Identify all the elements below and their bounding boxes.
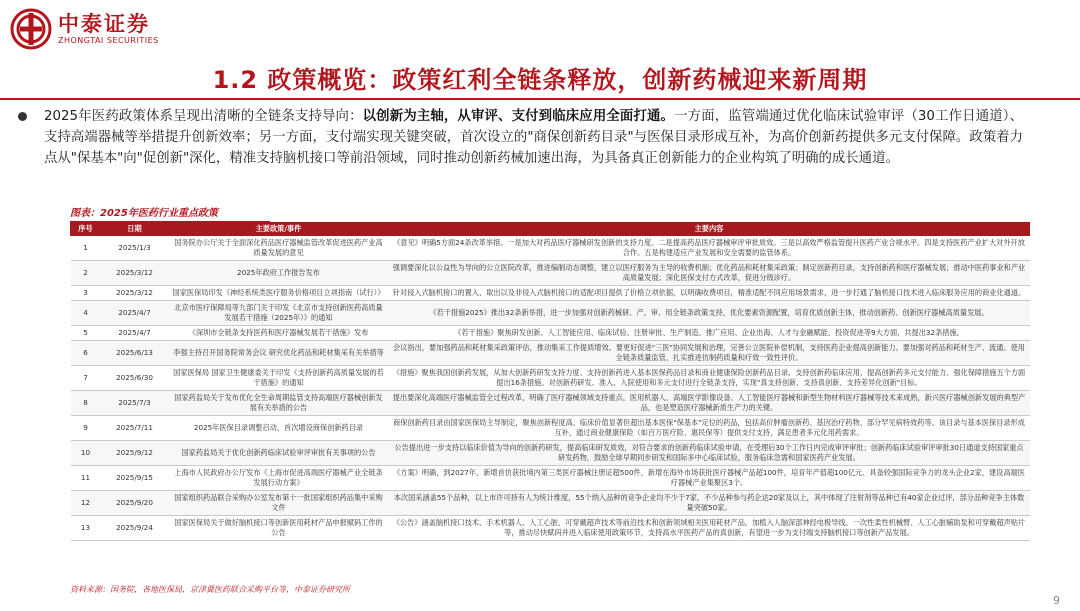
table-body	[71, 236, 1030, 541]
cell-no: 9	[71, 416, 101, 441]
cell-no: 5	[71, 326, 101, 341]
cell-no: 1	[71, 236, 101, 261]
cell-content: 公告提出进一步支持以临床价值为导向的创新药研发，提高临床研发质效，对符合要求的创新药临床试验申请，在受理后30个工作日内完成审评审批；创新药临床试验审评审批30日通道支持国家重点研发药物，鼓励全球早期同步研发和国际多中心临床试验，服务临床急需和国家医药产业发展。	[389, 441, 1030, 466]
cell-event: 2025年政府工作报告发布	[169, 261, 389, 286]
table-row	[71, 416, 1030, 441]
cell-no: 13	[71, 516, 101, 541]
summary-highlight: 以创新为主轴，从审评、支付到临床应用全面打通。	[362, 109, 675, 124]
cell-event: 国家医保局关于做好脑机接口等创新医用耗材产品申报赋码工作的公告	[169, 516, 389, 541]
figure-title: 图表：2025年医药行业重点政策	[70, 204, 270, 222]
cell-event: 国家药监局关于发布优化全生命周期监管支持高端医疗器械创新发展有关举措的公告	[169, 391, 389, 416]
cell-no: 7	[71, 366, 101, 391]
page-title: 1.2 政策概览：政策红利全链条释放，创新药械迎来新周期	[212, 66, 868, 94]
cell-event: 国家组织药品联合采购办公室发布第十一批国家组织药品集中采购文件	[169, 491, 389, 516]
cell-date: 2025/9/24	[101, 516, 169, 541]
table-row	[71, 341, 1030, 366]
bullet-icon	[18, 112, 27, 121]
table-row	[71, 466, 1030, 491]
header-event: 主要政策/事件	[169, 223, 389, 236]
table-row	[71, 391, 1030, 416]
cell-no: 8	[71, 391, 101, 416]
cell-content: 本次国采涵盖55个品种，以上市许可持有人为统计维度，55个纳入品种的竞争企业均不少于7家，不少品种参与药企达20家及以上，其中体现了注射剂等品种已有40家企业过评，部分品种竞争主体数量突破50家。	[389, 491, 1030, 516]
cell-date: 2025/4/7	[101, 301, 169, 326]
cell-content: 《若干措施2025》推出32条新举措，进一步加强对创新药械研、产、审、用全链条政策支持，优化要素资源配置，培育优质创新主体，推动创新药、创新医疗器械高质量发展。	[389, 301, 1030, 326]
table-row	[71, 326, 1030, 341]
cell-date: 2025/6/13	[101, 341, 169, 366]
cell-date: 2025/4/7	[101, 326, 169, 341]
cell-date: 2025/3/12	[101, 261, 169, 286]
summary-body: 一方面，监管端通过优化临床试验审评（30工作日通道）、支持高端器械等举措提升创新效率；另一方面，支付端实现关键突破，首次设立的"商保创新药目录"与医保目录形成互补，为高价创新药提供多元支付保障。政策着力点从"保基本"向"促创新"深化，精准支持脑机接口等前沿领域，同时推动创新药械加速出海，为具备真正创新能力的企业构筑了明确的成长通道。	[44, 109, 1024, 166]
cell-no: 11	[71, 466, 101, 491]
company-logo	[10, 8, 159, 50]
cell-event: 《深圳市全链条支持医药和医疗器械发展若干措施》发布	[169, 326, 389, 341]
cell-event: 北京市医疗保障局等九部门关于印发《北京市支持创新医药高质量发展若干措施（2025年）》的通知	[169, 301, 389, 326]
header-content: 主要内容	[389, 223, 1030, 236]
cell-no: 10	[71, 441, 101, 466]
cell-content: 《措施》聚焦我国创新药发展，从加大创新药研发支持力度、支持创新药进入基本医保药品目录和商业健康保险创新药品目录、支持创新药临床应用、提高创新药多元支付能力、强化保障措施五个方面提出16条措施。对创新药研发、准入、入院使用和多元支付进行全链条支持，实现"真支持创新、支持真创新、支持差异化创新"目标。	[389, 366, 1030, 391]
page-number: 9	[1053, 594, 1060, 607]
table-header-row	[71, 223, 1030, 236]
logo-name-en: ZHONGTAI SECURITIES	[58, 36, 159, 45]
cell-content: 强调要深化以公益性为导向的公立医院改革，推进编制动态调整，建立以医疗服务为主导的收费机制；优化药品和耗材集采政策；制定创新药目录，支持创新药和医疗器械发展；推动中医药事业和产业高质量发展；深化医保支付方式改革，促进分级诊疗。	[389, 261, 1030, 286]
cell-date: 2025/3/12	[101, 286, 169, 301]
table-row	[71, 491, 1030, 516]
cell-no: 12	[71, 491, 101, 516]
cell-event: 2025年医保目录调整启动，首次增设商保创新药目录	[169, 416, 389, 441]
cell-date: 2025/9/20	[101, 491, 169, 516]
cell-content: 针对侵入式脑机接口的置入、取出以及非侵入式脑机接口的适配项目提供了价格立项依据，以明确收费项目，精准适配不同应用场景需求，进一步打通了脑机接口技术进入临床服务应用的商业化通道。	[389, 286, 1030, 301]
cell-no: 6	[71, 341, 101, 366]
cell-date: 2025/9/12	[101, 441, 169, 466]
cell-no: 4	[71, 301, 101, 326]
header-date: 日期	[101, 223, 169, 236]
cell-content: 商保创新药目录由国家医保局主导制定，聚焦创新程度高、临床价值显著但超出基本医保"保基本"定位的药品，包括高价肿瘤创新药、基因治疗药物、部分罕见病特效药等。该目录与基本医保目录形成互补，通过商业健康保险（如百万医疗险、惠民保等）提供支付支持，满足患者多元化用药需求。	[389, 416, 1030, 441]
source-note: 资料来源：国务院，各地医保局，京津冀医药联合采购平台等，中泰证券研究所	[70, 585, 350, 594]
summary-bullet	[18, 106, 1023, 169]
cell-event: 国家医保局 国家卫生健康委关于印发《支持创新药高质量发展的若干措施》的通知	[169, 366, 389, 391]
cell-content: 《意见》明确5方面24条改革举措。一是加大对药品医疗器械研发创新的支持力度。二是提高药品医疗器械审评审批质效。三是以高效严格监管提升医药产业合规水平。四是支持医药产业扩大对外开放合作。五是构建适应产业发展和安全需要的监管体系。	[389, 236, 1030, 261]
table-row	[71, 261, 1030, 286]
summary-lead: 2025年医药政策体系呈现出清晰的全链条支持导向：	[44, 109, 363, 124]
cell-content: 会议指出，要加强药品和耗材集采政策评估，推动集采工作提质增效。要更好促进"三医"协同发展和治理，完善公立医院补偿机制，支持医药企业提高创新能力。要加强对药品和耗材生产、流通、使用全链条质量监管，扎实推进仿制药质量和疗效一致性评价。	[389, 341, 1030, 366]
cell-no: 3	[71, 286, 101, 301]
cell-event: 国务院办公厅关于全面深化药品医疗器械监管改革促进医药产业高质量发展的意见	[169, 236, 389, 261]
cell-content: 《公告》涵盖脑机接口技术、手术机器人、人工心脏、可穿戴超声技术等前沿技术和创新领域相关医用耗材产品，加植入人脑深部神经电极导线、一次性柔性机械臂、人工心脏辅助泵和可穿戴超声贴片等，推动尽快赋码并进入临床使用政策环节，支持高水平医药产品的真创新，有望进一步为支付端支持脑机接口等创新产品发展。	[389, 516, 1030, 541]
cell-date: 2025/7/11	[101, 416, 169, 441]
table-row	[71, 441, 1030, 466]
table-row	[71, 236, 1030, 261]
table-row	[71, 301, 1030, 326]
cell-date: 2025/6/30	[101, 366, 169, 391]
cell-date: 2025/1/3	[101, 236, 169, 261]
cell-event: 李强主持召开国务院常务会议 研究优化药品和耗材集采有关举措等	[169, 341, 389, 366]
cell-no: 2	[71, 261, 101, 286]
cell-event: 上海市人民政府办公厅发布《上海市促进高端医疗器械产业全链条发展行动方案》	[169, 466, 389, 491]
table-row	[71, 516, 1030, 541]
cell-event: 国家医保局印发《神经系统类医疗服务价格项目立项指南（试行）》	[169, 286, 389, 301]
cell-date: 2025/7/3	[101, 391, 169, 416]
cell-content: 提出要深化高端医疗器械监管全过程改革，明确了医疗器械领域支持重点，医用机器人、高端医学影像设备、人工智能医疗器械和新型生物材料医疗器械等技术来成熟，新兴医疗器械创新发展的典型产品，也是塑造医疗器械新质生产力的关键。	[389, 391, 1030, 416]
table-row	[71, 286, 1030, 301]
logo-name-cn: 中泰证券	[58, 12, 150, 36]
title-divider	[0, 98, 1080, 100]
table-row	[71, 366, 1030, 391]
cell-content: 《方案》明确，到2027年，新增首仿获批境内第三类医疗器械注册证超500件，新增在海外市场获批医疗器械产品超100件，培育年产值超100亿元、具备较强国际竞争力的龙头企业2家，建设高端医疗器械产业集聚区3个。	[389, 466, 1030, 491]
summary-text	[44, 106, 1023, 169]
cell-content: 《若干措施》聚焦研发创新、人工智能应用、临床试验、注册审批、生产制造、推广应用、企业出海、人才与金融赋能、投资促进等9大方面，共提出32条措施。	[389, 326, 1030, 341]
cell-date: 2025/9/15	[101, 466, 169, 491]
policy-table	[70, 222, 1030, 541]
cell-event: 国家药监局关于优化创新药临床试验审评审批有关事项的公告	[169, 441, 389, 466]
header-no: 序号	[71, 223, 101, 236]
zhongtai-logo-icon	[10, 8, 52, 50]
